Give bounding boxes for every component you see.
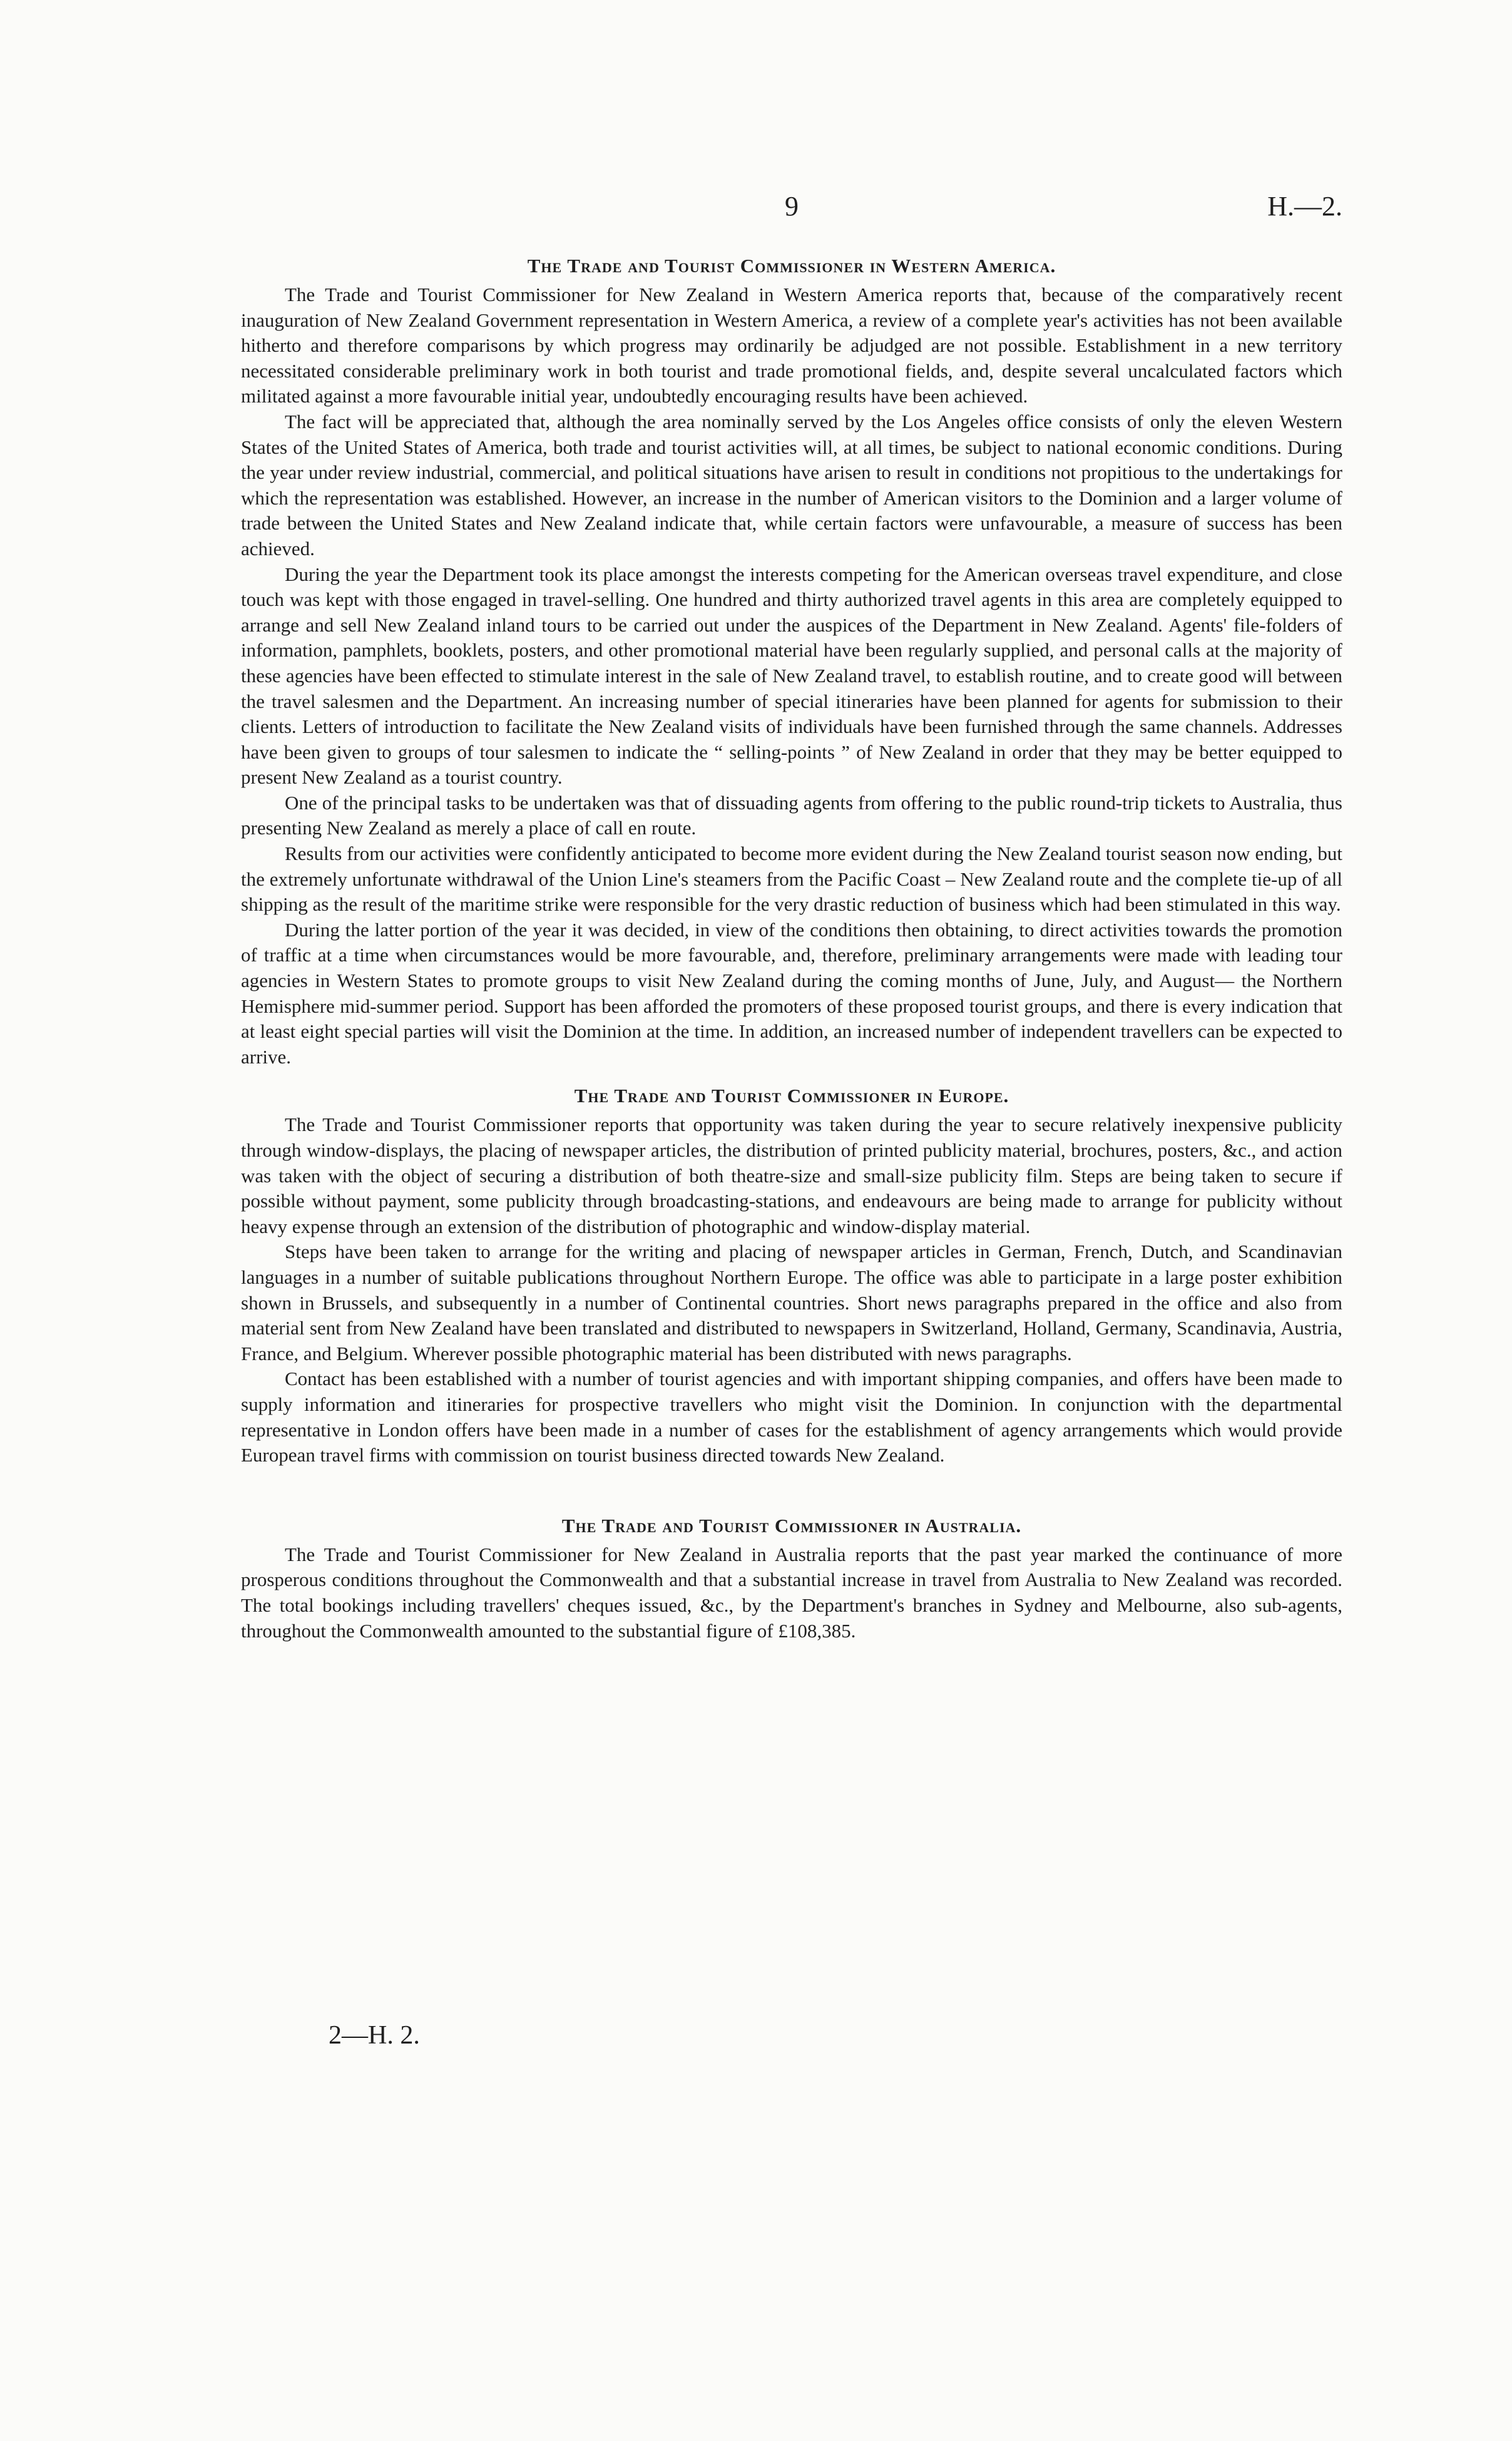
section-europe [241, 1083, 1342, 1468]
paragraph: The Trade and Tourist Commissioner for New Zealand in Western America reports that, because of the comparatively recent inauguration of New Zealand Government representation in Western America, a review of a complete year's activities has not been available hitherto and therefore comparisons by which progress may ordinarily be adjudged are not possible. Establishment in a new territory necessitated considerable preliminary work in both tourist and trade promotional fields, and, despite several uncalculated factors which militated against a more favourable initial year, undoubtedly encouraging results have been achieved. [241, 284, 1342, 407]
paragraph: Contact has been established with a number of tourist agencies and with important shipping companies, and offers have been made to supply information and itineraries for prospective travellers who might visit the Dominion. In conjunction with the departmental representative in London offers have been made in a number of cases for the establishment of agency arrangements which would provide European travel firms with commission on tourist business directed towards New Zealand. [241, 1368, 1342, 1466]
paragraph: One of the principal tasks to be undertaken was that of dissuading agents from offering to the public round-trip tickets to Australia, thus presenting New Zealand as merely a place of call en route. [241, 791, 1342, 839]
section-title: The Trade and Tourist Commissioner in Western America. [527, 255, 1056, 277]
paragraph: The Trade and Tourist Commissioner reports that opportunity was taken during the year to secure relatively inexpensive publicity through window-displays, the placing of newspaper articles, the distribution of printed publicity material, brochures, posters, &c., and action was taken with the object of securing a distribution of both theatre-size and small-size publicity film. Steps are being taken to secure if possible without payment, some publicity through broadcasting-stations, and endeavours are being made to arrange for publicity without heavy expense through an extension of the distribution of photographic and window-display material. [241, 1113, 1342, 1237]
document-body [241, 253, 1342, 1644]
document-reference: H.—2. [1267, 191, 1342, 222]
paragraph: Steps have been taken to arrange for the writing and placing of newspaper articles in German, French, Dutch, and Scandinavian languages in a number of suitable publications throughout Northern Europe. The office was able to participate in a large poster exhibition shown in Brussels, and subsequently in a number of Continental countries. Short news paragraphs prepared in the office and also from material sent from New Zealand have been translated and distributed to newspapers in Switzerland, Holland, Germany, Scandinavia, Austria, France, and Belgium. Wherever possible photographic material has been distributed with news paragraphs. [241, 1241, 1342, 1364]
section-title: The Trade and Tourist Commissioner in Europe. [574, 1085, 1009, 1107]
paragraph: During the year the Department took its place amongst the interests competing for the American overseas travel expenditure, and close touch was kept with those engaged in travel-selling. One hundred and thirty authorized travel agents in this area are completely equipped to arrange and sell New Zealand inland tours to be carried out under the auspices of the Department in New Zealand. Agents' file-folders of information, pamphlets, booklets, posters, and other promotional material have been regularly supplied, and personal calls at the majority of these agencies have been effected to stimulate interest in the sale of New Zealand travel, to establish routine, and to create good will between the travel salesmen and the Department. An increasing number of special itineraries have been planned for agents for submission to their clients. Letters of introduction to facilitate the New Zealand visits of individuals have been furnished through the same channels. Addresses have been given to groups of tour salesmen to indicate the “ selling-points ” of New Zealand in order that they may be better equipped to present New Zealand as a tourist country. [241, 563, 1342, 789]
paragraph: Results from our activities were confidently anticipated to become more evident during the New Zealand tourist season now ending, but the extremely unfortunate withdrawal of the Union Line's steamers from the Pacific Coast – New Zealand route and the complete tie-up of all shipping as the result of the maritime strike were responsible for the very drastic reduction of business which had been stimulated in this way. [241, 842, 1342, 916]
section-western-america [241, 253, 1342, 1070]
signature-mark: 2—H. 2. [329, 2021, 420, 2050]
paragraph: The fact will be appreciated that, although the area nominally served by the Los Angeles office consists of only the eleven Western States of the United States of America, both trade and tourist activities will, at all times, be subject to national economic conditions. During the year under review industrial, commercial, and political situations have arisen to result in conditions not propitious to the undertakings for which the representation was established. However, an increase in the number of American visitors to the Dominion and a larger volume of trade between the United States and New Zealand indicate that, while certain factors were unfavourable, a measure of success has been achieved. [241, 410, 1342, 560]
page-header [241, 190, 1342, 228]
page-number: 9 [785, 191, 799, 222]
paragraph: During the latter portion of the year it was decided, in view of the conditions then obtaining, to direct activities towards the promotion of traffic at a time when circumstances would be more favourable, and, therefore, preliminary arrangements were made with leading tour agencies in Western States to promote groups to visit New Zealand during the coming months of June, July, and August— the Northern Hemisphere mid-summer period. Support has been afforded the promoters of these proposed tourist groups, and there is every indication that at least eight special parties will visit the Dominion at the time. In addition, an increased number of independent travellers can be expected to arrive. [241, 918, 1342, 1068]
section-title: The Trade and Tourist Commissioner in Australia. [561, 1514, 1022, 1537]
paragraph: The Trade and Tourist Commissioner for New Zealand in Australia reports that the past year marked the continuance of more prosperous conditions throughout the Commonwealth and that a substantial increase in travel from Australia to New Zealand was recorded. The total bookings including travellers' cheques issued, &c., by the Department's branches in Sydney and Melbourne, also sub-agents, throughout the Commonwealth amounted to the substantial figure of £108,385. [241, 1543, 1342, 1642]
section-australia [241, 1513, 1342, 1644]
